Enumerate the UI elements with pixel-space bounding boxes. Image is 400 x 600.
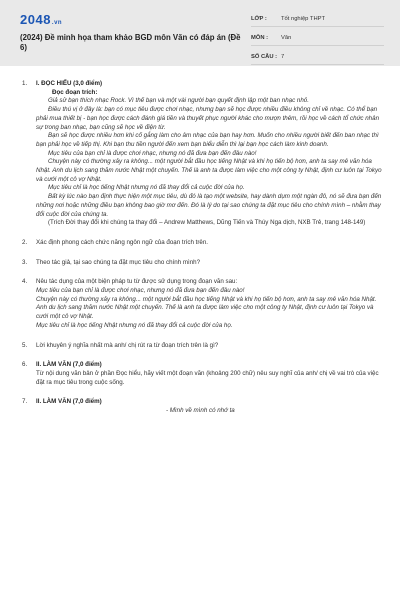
- excerpt-paragraph: Điều thú vị ở đây là: bạn có mục tiêu được chơi nhạc, nhưng bạn sẽ học được nhiều điều không chỉ về nhạc. Có thể bạn phải mua thiết bị - bạn học được cách đánh giá tiền và thuyết phục người khác cho mượn thêm, rồi học về cách tổ chức nhân sự trong ban nhạc, bạn cũng sẽ học về điện từ.: [36, 106, 380, 131]
- exam-content: [22, 80, 382, 416]
- question-1: 1. I. ĐỌC HIỂU (3,0 điểm) Đọc đoạn trích: Giả sử bạn thích nhạc Rock. Vì thế bạn và một vài người bạn quyết định lập một ban nhạc nhỏ. Điều thú vị ở đây là: bạn có mục tiêu được chơi nhạc, nhưng bạn sẽ học được nhiều điều không chỉ về nhạc. Có thể bạn phải mua thiết bị - bạn học được cách đánh giá tiền và thuyết phục người khác cho mượn thêm, rồi học về cách tổ chức nhân sự trong ban nhạc, bạn cũng sẽ học về điện từ. Bạn sẽ học được nhiều hơn khi cố gắng làm cho âm nhạc của bạn hay hơn. Muốn cho nhiều người biết đến ban nhạc thì bạn phải học về tiếp thị. Khi bạn thu tiền người đến xem bạn biểu diễn thì lại bạn học cách làm kinh doanh. Mục tiêu của bạn chỉ là được chơi nhạc, nhưng nó đã đưa bạn đến đâu nào! Chuyện này có thường xảy ra không... một người bắt đầu học tiếng Nhật và khi họ tiến bộ hơn, anh ta say mê văn hóa Nhật. Anh du lịch sang thăm nước Nhật một chuyến. Thế là anh ta được làm việc cho một công ty Nhật, định cư luôn tại Tokyo và cưới một cô vợ Nhật. Mục tiêu chỉ là học tiếng Nhật nhưng nó đã thay đổi cả cuộc đời của họ. Bất kỳ lúc nào bạn định thực hiện một mục tiêu, dù đó là tạo một website, hay dành dụm một ngàn đô, nó sẽ đưa bạn đến những nơi hoặc những điều bạn không bao giờ mơ đến. Đó là lý do tại sao chúng ta đặt mục tiêu cho chính mình – nhằm thay đổi cuộc đời của chúng ta. (Trích Đời thay đổi khi chúng ta thay đổi – Andrew Matthews, Dũng Tiến và Thúy Nga dịch, NXB Trẻ, trang 148-149): [22, 80, 382, 227]
- site-logo[interactable]: 2048.vn: [20, 12, 63, 27]
- page-header: [0, 0, 400, 66]
- exam-title: (2024) Đề minh họa tham khảo BGD môn Văn có đáp án (Đề 6): [20, 33, 241, 52]
- quoted-paragraph: Mục tiêu của bạn chỉ là được chơi nhạc, nhưng nó đã đưa bạn đến đâu nào!: [36, 287, 245, 295]
- quoted-paragraph: Chuyện này có thường xảy ra không... một người bắt đầu học tiếng Nhật và khi họ tiến bộ hơn, anh ta say mê văn hóa Nhật. Anh du lịch sang thăm nước Nhật một chuyến. Thế là anh ta được làm việc cho một công ty Nhật, định cư luôn tại Tokyo và cưới một cô vợ Nhật.: [36, 295, 377, 321]
- section-title-writing: II. LÀM VĂN (7,0 điểm): [36, 361, 102, 369]
- section-title-reading: I. ĐỌC HIỂU (3,0 điểm): [36, 80, 103, 87]
- excerpt-label: Đọc đoạn trích:: [52, 88, 98, 96]
- excerpt-paragraph: Mục tiêu chỉ là học tiếng Nhật nhưng nó đã thay đổi cả cuộc đời của họ.: [48, 184, 245, 192]
- excerpt-citation: (Trích Đời thay đổi khi chúng ta thay đổi – Andrew Matthews, Dũng Tiến và Thúy Nga dịch, NXB Trẻ, trang 148-149): [48, 219, 366, 227]
- meta-class: LỚP : Tốt nghiệp THPT: [251, 12, 384, 27]
- excerpt-paragraph: Chuyện này có thường xảy ra không... một người bắt đầu học tiếng Nhật và khi họ tiến bộ hơn, anh ta say mê văn hóa Nhật. Anh du lịch sang thăm nước Nhật một chuyến. Thế là anh ta được làm việc cho một công ty Nhật, định cư luôn tại Tokyo và cưới một cô vợ Nhật.: [36, 158, 382, 183]
- question-4: 4. Nêu tác dụng của một biện pháp tu từ được sử dụng trong đoạn văn sau: Mục tiêu của bạn chỉ là được chơi nhạc, nhưng nó đã đưa bạn đến đâu nào! Chuyện này có thường xảy ra không... một người bắt đầu học tiếng Nhật và khi họ tiến bộ hơn, anh ta say mê văn hóa Nhật. Anh du lịch sang thăm nước Nhật một chuyến. Thế là anh ta được làm việc cho một công ty Nhật, định cư luôn tại Tokyo và cưới một cô vợ Nhật. Mục tiêu chỉ là học tiếng Nhật nhưng nó đã thay đổi cả cuộc đời của họ.: [22, 278, 382, 330]
- question-2: 2. Xác định phong cách chức năng ngôn ngữ của đoạn trích trên.: [22, 238, 209, 246]
- question-5: 5. Lời khuyên ý nghĩa nhất mà anh/ chị rút ra từ đoạn trích trên là gì?: [22, 341, 219, 349]
- excerpt-paragraph: Bạn sẽ học được nhiều hơn khi cố gắng làm cho âm nhạc của bạn hay hơn. Muốn cho nhiều người biết đến ban nhạc thì bạn phải học về tiếp thị. Khi bạn thu tiền người đến xem bạn biểu diễn thì lại bạn học cách làm kinh doanh.: [36, 132, 379, 148]
- question-3: 3. Theo tác giả, tại sao chúng ta đặt mục tiêu cho chính mình?: [22, 258, 201, 266]
- meta-subject: MÔN : Văn: [251, 31, 384, 46]
- question-7: 7. II. LÀM VĂN (7,0 điểm) - Mình về mình có nhớ ta: [22, 398, 382, 415]
- section-title-writing: II. LÀM VĂN (7,0 điểm): [36, 398, 102, 406]
- poem-line: - Mình về mình có nhớ ta: [166, 407, 235, 415]
- quoted-paragraph: Mục tiêu chỉ là học tiếng Nhật nhưng nó đã thay đổi cả cuộc đời của họ.: [36, 321, 233, 329]
- excerpt-paragraph: Mục tiêu của bạn chỉ là được chơi nhạc, nhưng nó đã đưa bạn đến đâu nào!: [48, 149, 257, 157]
- meta-question-count: SỐ CÂU : 7: [251, 50, 384, 65]
- question-6: 6. II. LÀM VĂN (7,0 điểm) Từ nội dung văn bản ở phần Đọc hiểu, hãy viết một đoạn văn (khoảng 200 chữ) nêu suy nghĩ của anh/ chị về vai trò của việc đặt ra mục tiêu trong cuộc sống.: [22, 361, 382, 387]
- exam-meta: [251, 12, 384, 69]
- excerpt-paragraph: Giả sử bạn thích nhạc Rock. Vì thế bạn và một vài người bạn quyết định lập một ban nhạc nhỏ.: [48, 97, 309, 105]
- excerpt-paragraph: Bất kỳ lúc nào bạn định thực hiện một mục tiêu, dù đó là tạo một website, hay dành dụm một ngàn đô, nó sẽ đưa bạn đến những nơi hoặc những điều bạn không bao giờ mơ đến. Đó là lý do tại sao chúng ta đặt mục tiêu cho chính mình – nhằm thay đổi cuộc đời của chúng ta.: [36, 193, 382, 218]
